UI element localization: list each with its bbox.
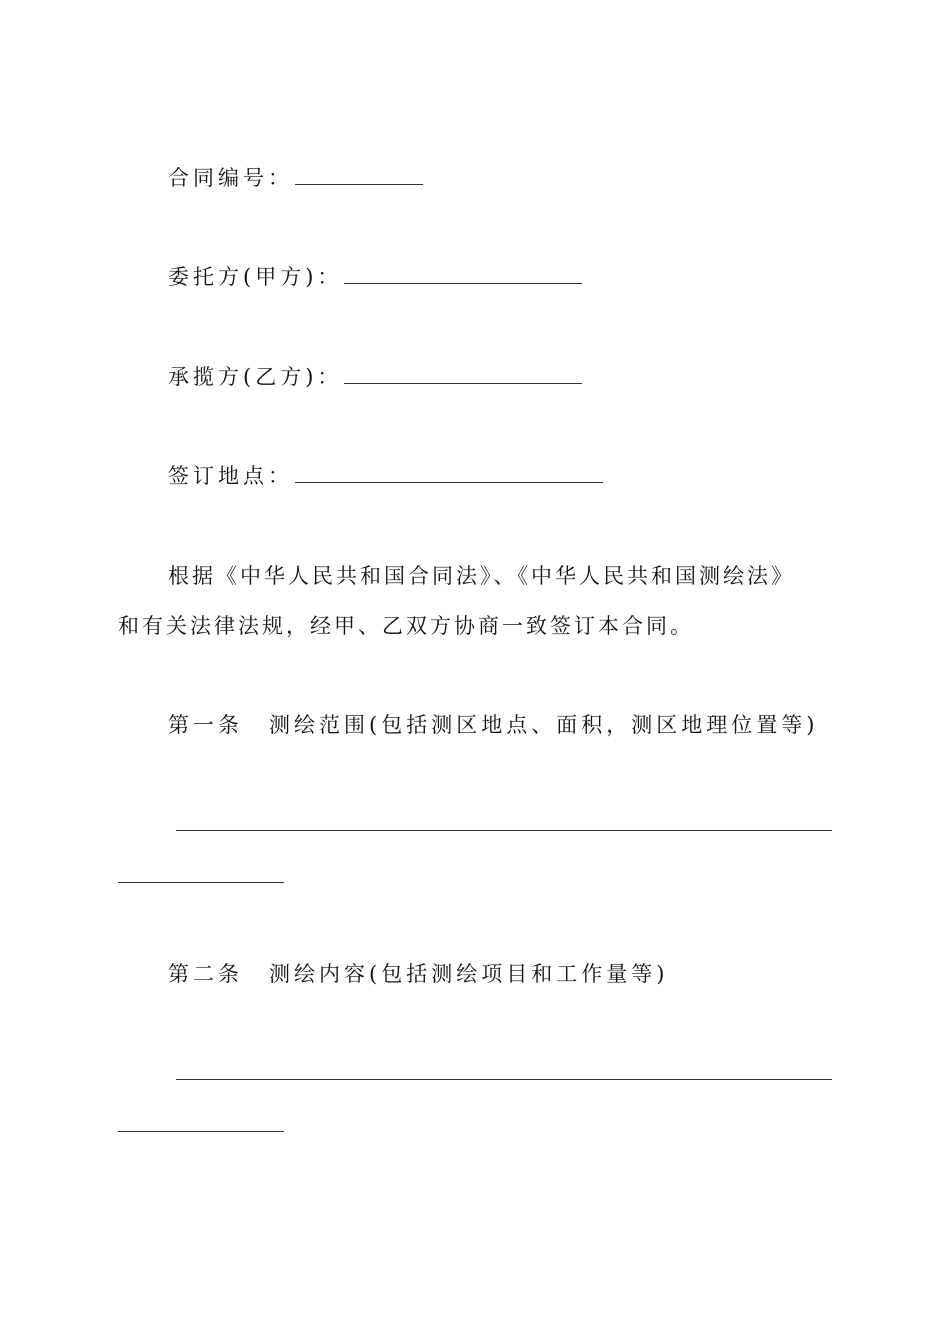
article-1-fill-line-1 bbox=[176, 830, 832, 831]
article-1-number: 第一条 bbox=[168, 713, 243, 737]
sign-place-blank bbox=[295, 464, 603, 483]
article-2-heading bbox=[168, 959, 668, 989]
sign-place-label: 签订地点： bbox=[168, 464, 293, 488]
preamble-line-1: 根据《中华人民共和国合同法》、《中华人民共和国测绘法》 bbox=[168, 564, 795, 588]
article-1-fill-line-2 bbox=[118, 882, 284, 883]
article-2-number: 第二条 bbox=[168, 962, 243, 986]
client-blank bbox=[344, 265, 582, 284]
contractor-blank bbox=[344, 365, 582, 384]
article-2-fill-line-1 bbox=[176, 1079, 832, 1080]
contractor-row bbox=[168, 362, 582, 392]
article-2-title: 测绘内容(包括测绘项目和工作量等) bbox=[269, 962, 669, 986]
client-label: 委托方(甲方)： bbox=[168, 265, 343, 289]
contract-no-blank bbox=[295, 166, 423, 185]
contract-no-row bbox=[168, 163, 423, 193]
preamble-line-2: 和有关法律法规，经甲、乙双方协商一致签订本合同。 bbox=[118, 614, 694, 638]
article-2-fill-line-2 bbox=[118, 1131, 284, 1132]
sign-place-row bbox=[168, 461, 603, 491]
client-row bbox=[168, 262, 582, 292]
contract-no-label: 合同编号： bbox=[168, 166, 293, 190]
article-1-title: 测绘范围(包括测区地点、面积，测区地理位置等) bbox=[269, 713, 819, 737]
contractor-label: 承揽方(乙方)： bbox=[168, 365, 343, 389]
article-1-heading bbox=[168, 710, 818, 740]
